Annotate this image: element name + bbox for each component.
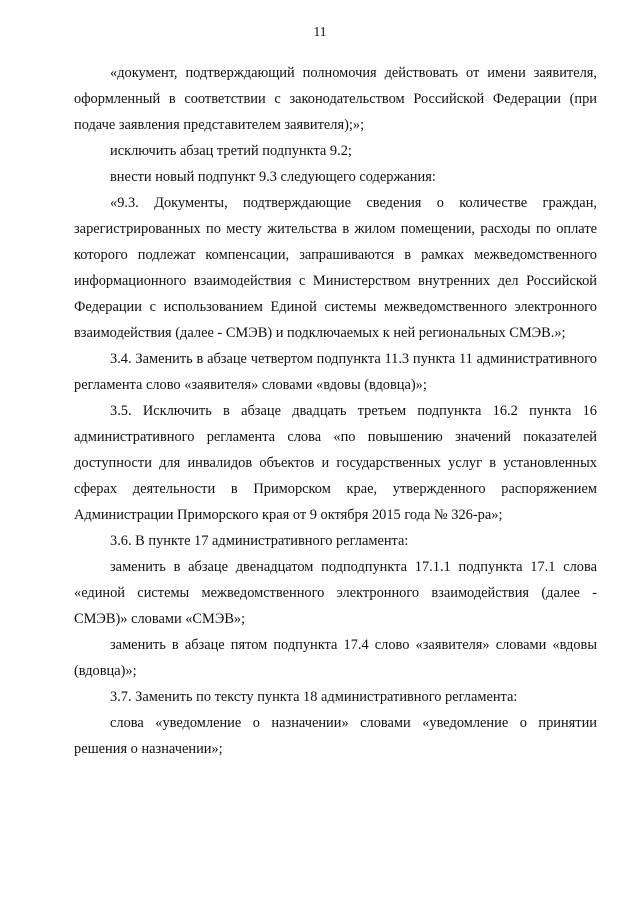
paragraph-exclude-9-2: исключить абзац третий подпункта 9.2; [110, 143, 352, 159]
document-body [74, 60, 597, 762]
paragraph-9-3-text: «9.3. Документы, подтверждающие сведения о количестве граждан, зарегистрированных по месту жительства в жилом помещении, расходы по оплате которого подлежат компенсации, запрашиваются в рамках межведомственного информационного взаимодействия с Министерством внутренних дел Российской Федерации с использованием Единой системы межведомственного электронного взаимодействия (далее - СМЭВ) и подключаемых к ней региональных СМЭВ.»; [74, 195, 597, 341]
paragraph-add-9-3: внести новый подпункт 9.3 следующего содержания: [110, 169, 436, 185]
paragraph-3-5: 3.5. Исключить в абзаце двадцать третьем подпункта 16.2 пункта 16 административного регламента слова «по повышению значений показателей доступности для инвалидов объектов и государственных услуг в установленных сферах деятельности в Приморском крае, утвержденного распоряжением Администрации Приморского края от 9 октября 2015 года № 326-ра»; [74, 403, 597, 523]
paragraph-3-4: 3.4. Заменить в абзаце четвертом подпункта 11.3 пункта 11 административного регламента слово «заявителя» словами «вдовы (вдовца)»; [74, 351, 597, 393]
paragraph-3-7-item-1: слова «уведомление о назначении» словами «уведомление о принятии решения о назначении»; [74, 715, 597, 757]
paragraph-document-authority: «документ, подтверждающий полномочия действовать от имени заявителя, оформленный в соответствии с законодательством Российской Федерации (при подаче заявления представителем заявителя);»; [74, 65, 597, 133]
paragraph-3-7: 3.7. Заменить по тексту пункта 18 административного регламента: [110, 689, 518, 705]
paragraph-3-6: 3.6. В пункте 17 административного регламента: [110, 533, 409, 549]
paragraph-3-6-item-1: заменить в абзаце двенадцатом подподпункта 17.1.1 подпункта 17.1 слова «единой системы межведомственного электронного взаимодействия (далее - СМЭВ)» словами «СМЭВ»; [74, 559, 597, 627]
paragraph-3-6-item-2: заменить в абзаце пятом подпункта 17.4 слово «заявителя» словами «вдовы (вдовца)»; [74, 637, 597, 679]
page-number: 11 [313, 24, 327, 39]
